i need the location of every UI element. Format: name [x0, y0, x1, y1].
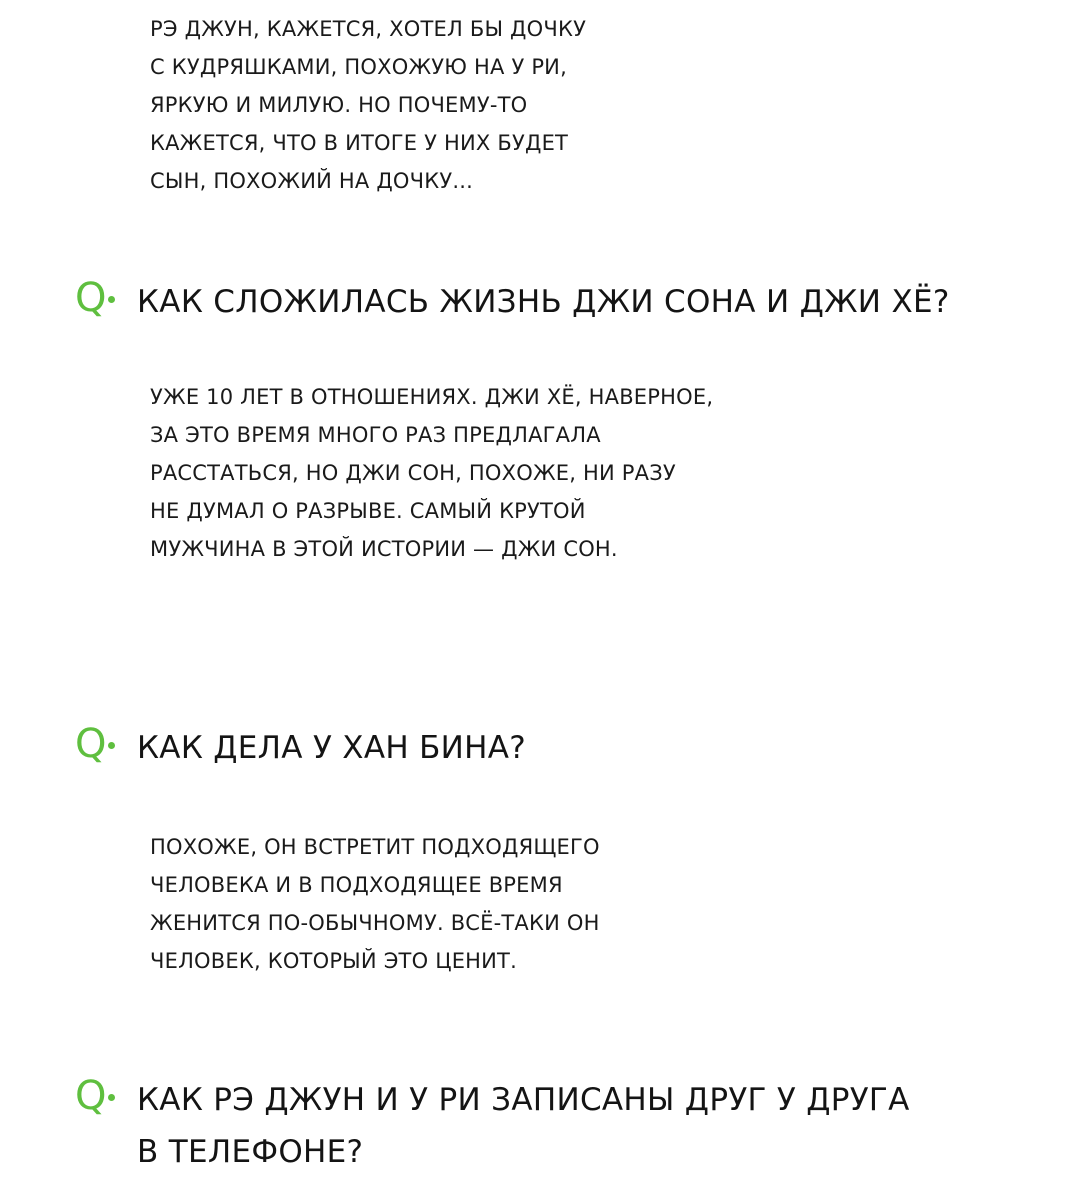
q-mark-icon: Q: [75, 721, 107, 767]
answer-line: ЧЕЛОВЕКА И В ПОДХОДЯЩЕЕ ВРЕМЯ: [150, 873, 563, 897]
intro-answer: [150, 10, 586, 200]
question-line: КАК СЛОЖИЛАСЬ ЖИЗНЬ ДЖИ СОНА И ДЖИ ХЁ?: [137, 284, 950, 320]
answer-1: [150, 378, 713, 568]
answer-line: ЖЕНИТСЯ ПО-ОБЫЧНОМУ. ВСЁ-ТАКИ ОН: [150, 911, 600, 935]
answer-line: РЭ ДЖУН, КАЖЕТСЯ, ХОТЕЛ БЫ ДОЧКУ: [150, 17, 587, 41]
q-mark-icon: Q: [75, 275, 107, 321]
question-line: КАК ДЕЛА У ХАН БИНА?: [137, 730, 527, 766]
answer-line: ЗА ЭТО ВРЕМЯ МНОГО РАЗ ПРЕДЛАГАЛА: [150, 423, 601, 447]
answer-line: МУЖЧИНА В ЭТОЙ ИСТОРИИ — ДЖИ СОН.: [150, 537, 618, 561]
answer-line: НЕ ДУМАЛ О РАЗРЫВЕ. САМЫЙ КРУТОЙ: [150, 499, 586, 523]
q-dot-icon: [108, 1094, 115, 1101]
answer-line: ПОХОЖЕ, ОН ВСТРЕТИТ ПОДХОДЯЩЕГО: [150, 835, 600, 859]
question-text: [137, 1074, 910, 1178]
question-line: КАК РЭ ДЖУН И У РИ ЗАПИСАНЫ ДРУГ У ДРУГА: [137, 1082, 910, 1118]
q-mark-icon: Q: [75, 1073, 107, 1119]
answer-line: РАССТАТЬСЯ, НО ДЖИ СОН, ПОХОЖЕ, НИ РАЗУ: [150, 461, 676, 485]
answer-line: КАЖЕТСЯ, ЧТО В ИТОГЕ У НИХ БУДЕТ: [150, 131, 569, 155]
question-text: [137, 276, 950, 328]
q-dot-icon: [108, 742, 115, 749]
answer-line: ЯРКУЮ И МИЛУЮ. НО ПОЧЕМУ-ТО: [150, 93, 528, 117]
question-text: [137, 722, 526, 774]
answer-line: СЫН, ПОХОЖИЙ НА ДОЧКУ...: [150, 169, 473, 193]
question-line: В ТЕЛЕФОНЕ?: [137, 1134, 364, 1170]
answer-line: ЧЕЛОВЕК, КОТОРЫЙ ЭТО ЦЕНИТ.: [150, 949, 517, 973]
answer-2: [150, 828, 600, 980]
answer-line: С КУДРЯШКАМИ, ПОХОЖУЮ НА У РИ,: [150, 55, 567, 79]
answer-line: УЖЕ 10 ЛЕТ В ОТНОШЕНИЯХ. ДЖИ ХЁ, НАВЕРНОЕ,: [150, 385, 714, 409]
q-dot-icon: [108, 296, 115, 303]
